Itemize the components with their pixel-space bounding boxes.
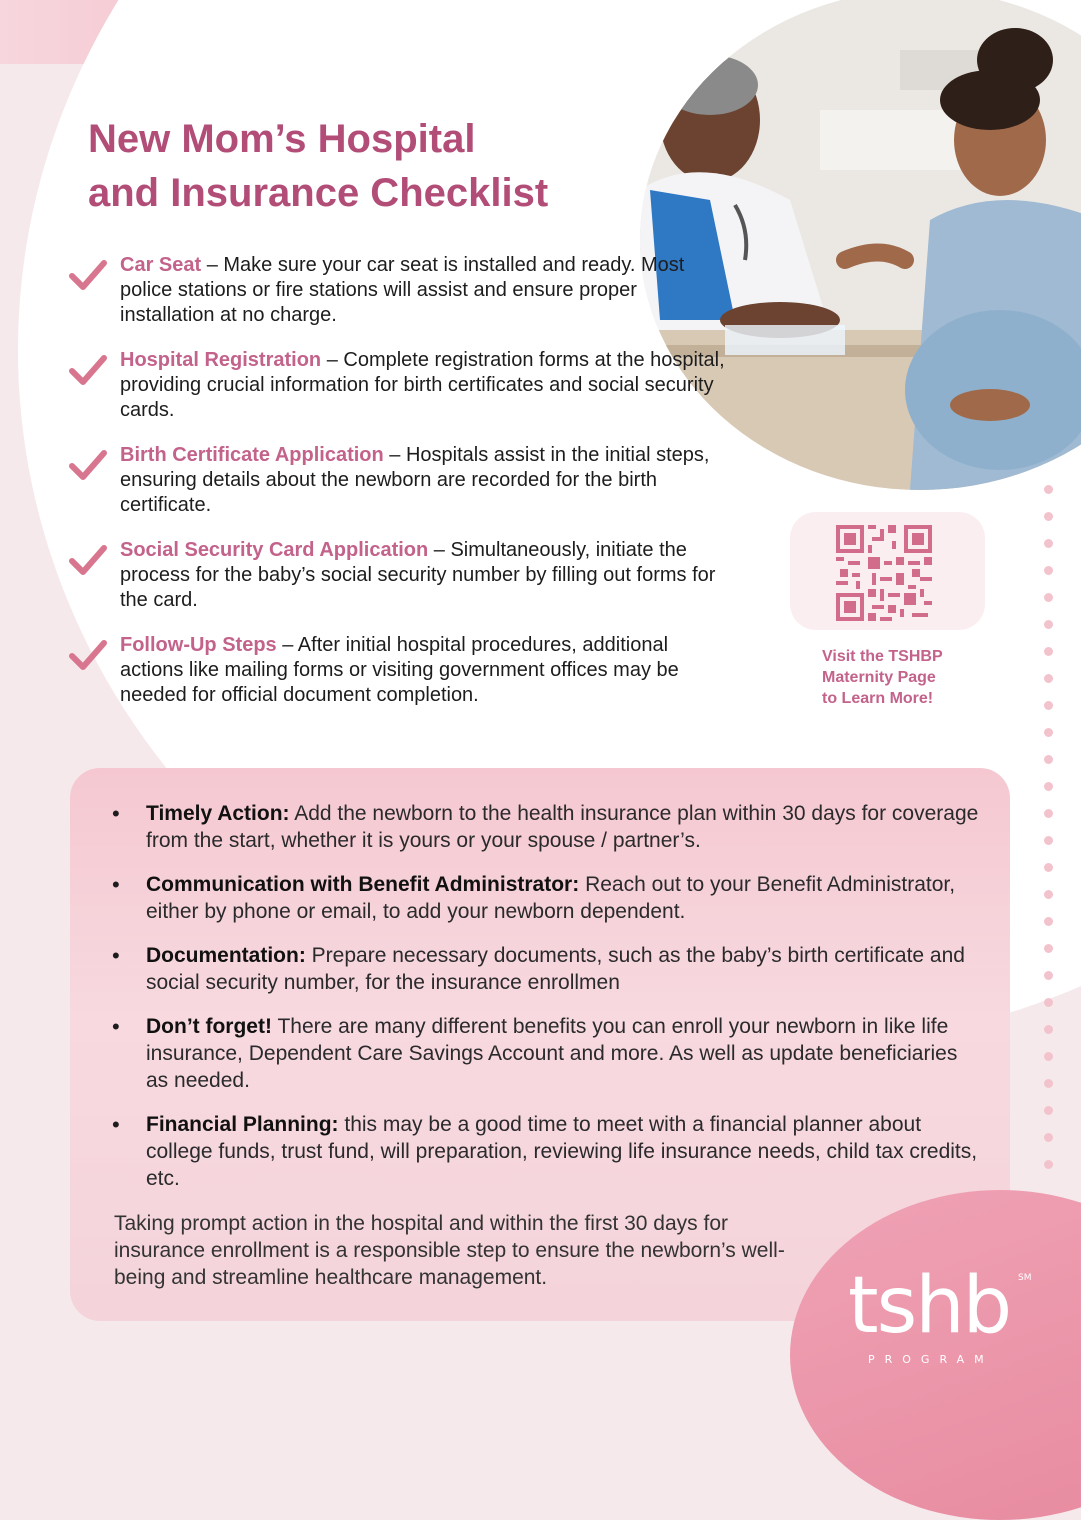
checkmark-icon — [68, 259, 108, 291]
list-item-label: Don’t forget! — [146, 1015, 272, 1038]
list-item-label: Financial Planning: — [146, 1113, 339, 1136]
insurance-steps-list — [112, 800, 982, 1209]
logo-wordmark: tshb — [848, 1261, 1011, 1351]
checklist-item-label: Social Security Card Application — [120, 539, 429, 561]
checkmark-icon — [68, 544, 108, 576]
closing-paragraph: Taking prompt action in the hospital and within the first 30 days for insurance enrollment is a responsible step to ensure the newborn’s well-being and streamline healthcare management. — [114, 1212, 785, 1289]
title-line-1: New Mom’s Hospital — [88, 117, 476, 161]
list-item-text: this may be a good time to meet with a financial planner about college funds, trust fund, will preparation, reviewing life insurance needs, child tax credits, etc. — [146, 1113, 978, 1190]
page-title — [88, 112, 648, 220]
checklist-item-label: Birth Certificate Application — [120, 444, 384, 466]
qr-caption-line: to Learn More! — [822, 690, 934, 707]
decorative-dots — [1044, 485, 1056, 1187]
checklist-item — [68, 633, 728, 708]
checklist-item — [68, 253, 728, 328]
list-item-text: Add the newborn to the health insurance plan within 30 days for coverage from the start, whether it is yours or your spouse / partner’s. — [146, 802, 979, 852]
checklist-item — [68, 348, 728, 423]
checkmark-icon — [68, 639, 108, 671]
logo-subtitle: PROGRAM — [868, 1353, 994, 1366]
qr-code-icon[interactable] — [836, 525, 932, 621]
list-item — [112, 1013, 982, 1094]
service-mark: SM — [1018, 1273, 1032, 1283]
list-item — [112, 800, 982, 854]
checklist-item — [68, 538, 728, 613]
tshb-logo[interactable] — [848, 1261, 1048, 1375]
hospital-checklist — [68, 253, 728, 728]
checklist-item-label: Follow-Up Steps — [120, 634, 277, 656]
checkmark-icon — [68, 354, 108, 386]
checklist-item-text: – Make sure your car seat is installed and ready. Most police stations or fire stations will assist and ensure proper installation at no charge. — [120, 254, 685, 326]
list-item-label: Timely Action: — [146, 802, 290, 825]
list-item — [112, 871, 982, 925]
list-item-label: Documentation: — [146, 944, 306, 967]
checklist-item-label: Car Seat — [120, 254, 202, 276]
checklist-item-text: – Hospitals assist in the initial steps, ensuring details about the newborn are recorded for the birth certificate. — [120, 444, 710, 516]
list-item-text: There are many different benefits you can enroll your newborn in like life insurance, Dependent Care Savings Account and more. As well as update beneficiaries as needed. — [146, 1015, 958, 1092]
qr-caption-line: Visit the TSHBP — [822, 648, 943, 665]
checklist-item-label: Hospital Registration — [120, 349, 322, 371]
checkmark-icon — [68, 449, 108, 481]
checklist-item-text: – Complete registration forms at the hospital, providing crucial information for birth certificates and social security cards. — [120, 349, 725, 421]
list-item — [112, 1111, 982, 1192]
qr-caption — [805, 646, 970, 709]
list-item-label: Communication with Benefit Administrator: — [146, 873, 580, 896]
qr-caption-line: Maternity Page — [822, 669, 936, 686]
title-line-2: and Insurance Checklist — [88, 171, 549, 215]
checklist-item — [68, 443, 728, 518]
list-item — [112, 942, 982, 996]
checklist-item-text: – After initial hospital procedures, additional actions like mailing forms or visiting government offices may be needed for official document completion. — [120, 634, 679, 706]
list-item-text: Prepare necessary documents, such as the baby’s birth certificate and social security number, for the insurance enrollmen — [146, 944, 965, 994]
checklist-item-text: – Simultaneously, initiate the process for the baby’s social security number by filling out forms for the card. — [120, 539, 716, 611]
list-item-text: Reach out to your Benefit Administrator, either by phone or email, to add your newborn dependent. — [146, 873, 956, 923]
